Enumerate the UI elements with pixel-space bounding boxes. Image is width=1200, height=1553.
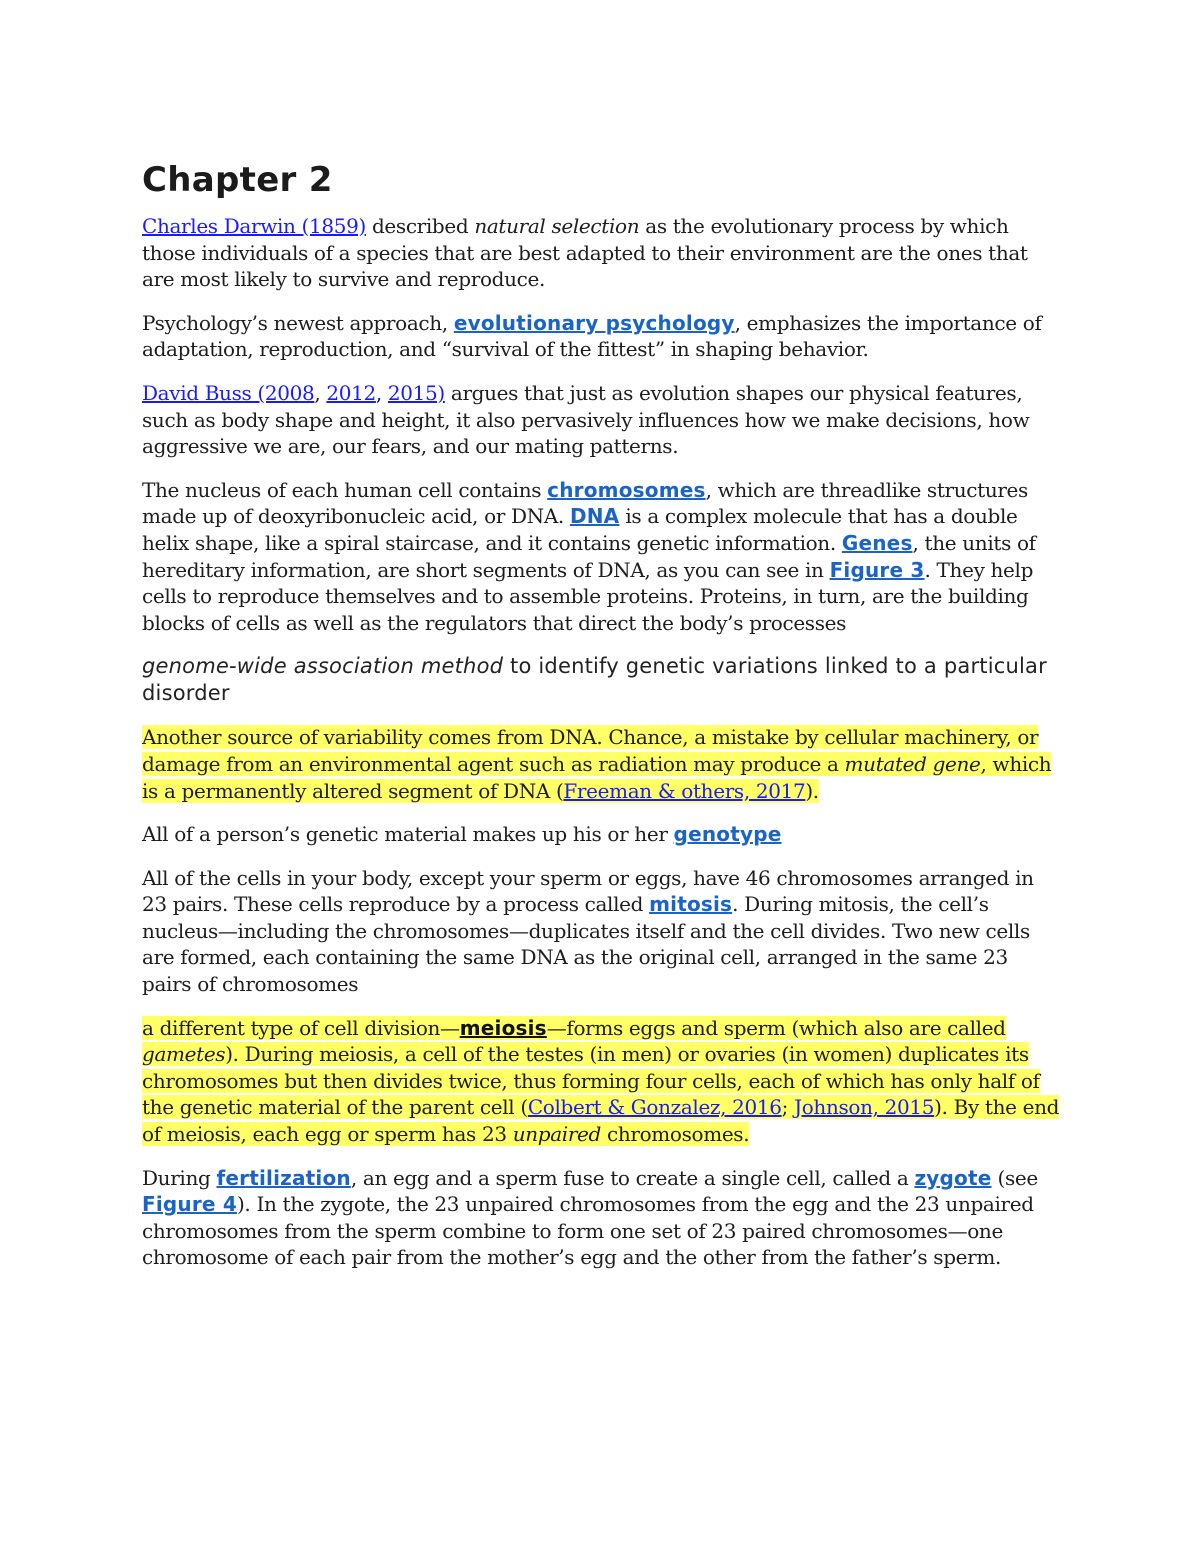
term-link-genes[interactable]: Genes [841,530,913,555]
italic-term: mutated gene [844,751,981,776]
chapter-heading: Chapter 2 [142,160,333,200]
paragraph-genotype [142,821,1062,848]
italic-term: natural selection [474,214,640,238]
paragraph-david-buss [142,380,1062,460]
citation-buss-2012[interactable]: 2012 [326,380,376,405]
term-link-mitosis[interactable]: mitosis [649,892,733,917]
text: Another source of variability comes from DNA. Chance, a mistake by cellular machinery, or damage from an environmental agent such as radiation may produce a [142,725,1039,776]
text: The nucleus of each human cell contains [142,477,548,502]
term-link-chromosomes[interactable]: chromosomes [547,477,706,502]
text: All of the cells in your body, except your sperm or eggs, have 46 chromosomes arranged in 23 pairs. These cells reproduce by a process called [142,865,1034,917]
text: ). During meiosis, a cell of the testes (in men) or ovaries (in women) duplicates its chromosomes but then divides twice, thus forming four cells, each of which has only half of the genetic material of the parent cell ( [142,1042,1040,1120]
text: argues that just as evolution shapes our physical features, such as body shape and height, it also pervasively influences how we make decisions, how aggressive we are, our fears, and our mating patterns. [142,380,1030,459]
italic-term: unpaired [512,1122,601,1147]
citation-buss-2015[interactable]: 2015) [387,380,445,405]
term-link-dna[interactable]: DNA [569,504,620,529]
paragraph-mutated-gene [142,724,1062,804]
text: to identify genetic variations linked to a particular disorder [142,654,1047,706]
text: as the evolutionary process by which those individuals of a species that are best adapted to their environment are the ones that are most likely to survive and reproduce. [142,214,1028,292]
citation-colbert-gonzalez-2016[interactable]: Colbert & Gonzalez, 2016 [527,1095,782,1120]
text: , [375,380,388,405]
paragraph-meiosis [142,1015,1062,1148]
text: . During mitosis, the cell’s nucleus—including the chromosomes—duplicates itself and the cell divides. Two new cells are formed, each containing the same DNA as the original cell, arranged in the same 23 pairs of chromosomes [142,892,1030,997]
text: , an egg and a sperm fuse to create a single cell, called a [350,1165,915,1190]
text: a different type of cell division— [142,1015,460,1040]
paragraph-chromosomes-dna [142,477,1062,637]
citation-johnson-2015[interactable]: Johnson, 2015 [794,1095,935,1120]
text: described [365,214,475,238]
term-link-fertilization[interactable]: fertilization [216,1165,351,1190]
text: , emphasizes the importance of adaptation, reproduction, and “survival of the fittest” in shaping behavior. [142,310,1042,362]
paragraph-genome-wide [142,653,1062,707]
text: All of a person’s genetic material makes up his or her [142,822,674,847]
text: —forms eggs and sperm (which also are called [546,1015,1006,1040]
term-link-zygote[interactable]: zygote [914,1165,992,1190]
term-link-genotype[interactable]: genotype [673,822,782,847]
paragraph-natural-selection [142,213,1062,293]
italic-term: gametes [142,1042,226,1067]
text: , which are threadlike structures made up of deoxyribonucleic acid, or DNA. [142,477,1028,529]
figure-link-4[interactable]: Figure 4 [142,1192,237,1217]
text: ). By the end of meiosis, each egg or sperm has 23 [142,1095,1060,1147]
term-link-meiosis[interactable]: meiosis [459,1015,547,1040]
text: ; [781,1095,795,1120]
text: Psychology’s newest approach, [142,310,454,335]
term-link-evolutionary-psychology[interactable]: evolutionary psychology [453,310,735,335]
highlighted-text [142,1016,1059,1146]
text: chromosomes. [601,1122,750,1147]
text: , [314,380,327,405]
document-body [142,160,1062,1288]
citation-freeman-2017[interactable]: Freeman & others, 2017 [563,778,806,803]
text: ). In the zygote, the 23 unpaired chromosomes from the egg and the 23 unpaired chromosomes from the sperm combine to form one set of 23 paired chromosomes—one chromosome of each pair from the mother’s egg and the other from the father’s sperm. [142,1192,1034,1270]
text: . They help cells to reproduce themselves and to assemble proteins. Proteins, in turn, are the building blocks of cells as well as the regulators that direct the body’s processes [142,557,1034,635]
citation-darwin-1859[interactable]: Charles Darwin (1859) [142,214,366,238]
text: , which is a permanently altered segment of DNA ( [142,751,1052,803]
text: is a complex molecule that has a double helix shape, like a spiral staircase, and it contains genetic information. [142,504,1018,555]
text: (see [991,1165,1038,1190]
paragraph-evolutionary-psychology [142,310,1062,363]
text: , the units of hereditary information, are short segments of DNA, as you can see in [142,530,1036,582]
highlighted-text [142,725,1051,802]
citation-buss-2008[interactable]: David Buss (2008 [142,380,315,405]
figure-link-3[interactable]: Figure 3 [829,557,925,582]
text: During [142,1165,217,1190]
italic-term: genome-wide association method [142,654,504,679]
text: ). [805,778,819,803]
paragraph-fertilization [142,1165,1062,1271]
paragraph-mitosis [142,865,1062,998]
